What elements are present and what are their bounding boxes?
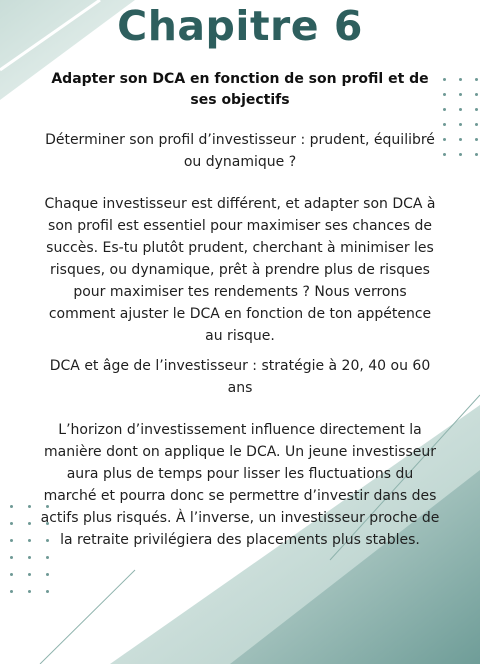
section-body-profile: Chaque investisseur est différent, et adapter son DCA à son profil est essentiel pour maximiser ses chances de succès. Es-tu plutôt prudent, cherchant à minimiser les risques, ou dynamique, prêt à prendre plus de risques pour maximiser tes rendements ? Nous verrons comment ajuster le DCA en fonction de ton appétence au risque.	[44, 196, 436, 344]
section-body-age: L’horizon d’investissement influence directement la manière dont on applique le DCA. Un jeune investisseur aura plus de temps pour lisser les fluctuations du marché et pourra donc se permettre d’investir dans des actifs plus risqués. À l’inverse, un investisseur proche de la retraite privilégiera des placements plus stables.	[40, 422, 440, 548]
chapter-subtitle: Adapter son DCA en fonction de son profil et de ses objectifs	[51, 71, 429, 108]
chapter-title: Chapitre 6	[117, 2, 363, 50]
section-heading-age: DCA et âge de l’investisseur : stratégie à 20, 40 ou 60 ans	[49, 358, 431, 396]
section-heading-profile: Déterminer son profil d’investisseur : prudent, équilibré ou dynamique ?	[45, 132, 435, 170]
